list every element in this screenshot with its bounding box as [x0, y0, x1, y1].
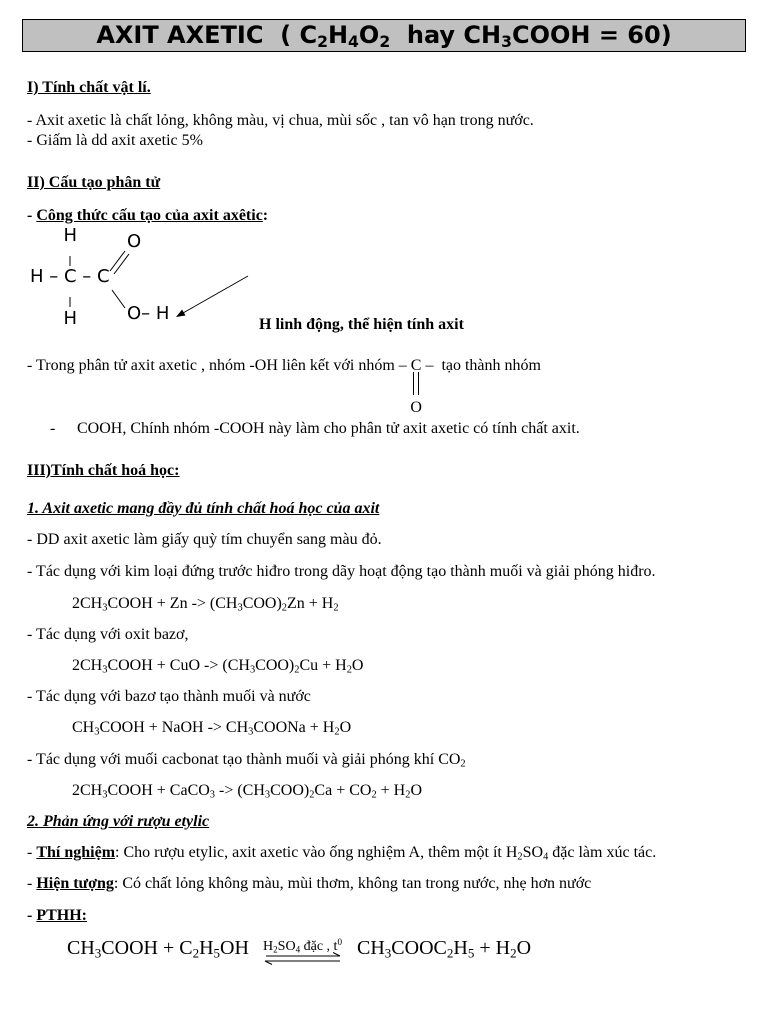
- subscript: 4: [348, 32, 359, 51]
- subscript: 3: [248, 726, 254, 738]
- oxide-reaction-text: - Tác dụng với oxit bazơ,: [27, 626, 189, 643]
- page-title: [96, 21, 671, 49]
- text-run: O: [410, 782, 422, 799]
- text-run: Cu + H: [299, 657, 347, 674]
- subscript: 2: [333, 602, 339, 614]
- sentence-end: – tạo thành nhóm: [421, 357, 541, 374]
- subscript: 3: [94, 726, 100, 738]
- text-run: COONa + H: [253, 719, 335, 736]
- subscript: 2: [405, 789, 411, 801]
- text-run: COOH + NaOH -> CH: [99, 719, 249, 736]
- double-bond-icon: [413, 372, 419, 395]
- carbonate-reaction-text: [27, 750, 466, 770]
- text-run: COO): [242, 595, 282, 612]
- bullet-dash: -: [27, 207, 37, 224]
- text-run: SO: [522, 844, 544, 861]
- subheading-esterification: 2. Phản ứng với rượu etylic: [27, 813, 210, 830]
- carbon-chain: H – C – C: [30, 266, 110, 287]
- text-run: COO): [270, 782, 310, 799]
- forward-arrow-barb: [333, 953, 340, 957]
- bullet-dash: -: [27, 907, 37, 924]
- text-run: H: [263, 939, 274, 954]
- subscript: 4: [543, 851, 549, 863]
- experiment-text: [115, 844, 656, 861]
- equation-label: PTHH:: [36, 907, 87, 924]
- subscript: 3: [249, 664, 256, 676]
- text-run: COOC: [391, 937, 447, 959]
- subscript: 3: [102, 664, 108, 676]
- litmus-line: - DD axit axetic làm giấy quỳ tím chuyển sang màu đỏ.: [27, 531, 382, 548]
- subscript: 2: [334, 726, 340, 738]
- subscript: 5: [213, 945, 221, 961]
- text-run: H: [327, 21, 349, 49]
- subscript: 2: [294, 664, 300, 676]
- carbonyl-carbon: [410, 356, 422, 416]
- subscript: 4: [295, 944, 301, 955]
- subheading-acid-properties: 1. Axit axetic mang đầy đủ tính chất hoá học của axit: [27, 500, 380, 517]
- subscript: 2: [517, 851, 523, 863]
- subscript: 2: [446, 945, 454, 961]
- text-run: + H: [376, 782, 406, 799]
- subscript: 3: [209, 789, 215, 801]
- bullet-dash: -: [27, 875, 37, 892]
- observation-label: Hiện tượng: [36, 875, 114, 892]
- text-run: O: [339, 719, 352, 736]
- superscript: 0: [337, 937, 342, 947]
- metal-reaction-equation: [72, 594, 339, 614]
- bond-lines: [20, 220, 260, 330]
- text-run: -> (CH: [215, 782, 265, 799]
- text-run: O: [358, 21, 380, 49]
- text-run: CH: [67, 937, 95, 959]
- text-run: H: [199, 937, 214, 959]
- text-run: O: [516, 937, 532, 959]
- subscript: 2: [309, 789, 315, 801]
- subscript: 2: [460, 758, 466, 770]
- text-run: COOH + CaCO: [107, 782, 210, 799]
- physical-property-line: - Axit axetic là chất lỏng, không màu, vị chua, mùi sốc , tan vô hạn trong nước.: [27, 112, 534, 129]
- atom-hydrogen-bottom: H: [63, 308, 78, 329]
- subscript: 3: [102, 602, 108, 614]
- text-run: CH: [72, 719, 95, 736]
- text-run: COOH + C: [101, 937, 193, 959]
- text-run: hay CH: [390, 21, 502, 49]
- title-box: [22, 19, 746, 52]
- text-run: Zn + H: [287, 595, 334, 612]
- carbonate-reaction-equation: [72, 781, 422, 801]
- hydroxyl-group: O– H: [127, 303, 170, 324]
- subscript: 2: [346, 664, 352, 676]
- text-run: H: [453, 937, 468, 959]
- text-run: đặc làm xúc tác.: [548, 844, 657, 861]
- experiment-label: Thí nghiệm: [36, 844, 116, 861]
- pointer-arrow-line: [183, 276, 248, 313]
- observation-text: : Có chất lỏng không màu, mùi thơm, không tan trong nước, nhẹ hơn nước: [113, 875, 592, 892]
- subscript: 3: [264, 789, 271, 801]
- sentence-start: - Trong phân tử axit axetic , nhóm -OH liên kết với nhóm –: [27, 357, 411, 374]
- single-bond-c-o: [112, 290, 125, 308]
- subscript: 3: [384, 945, 392, 961]
- text-run: COOH + Zn -> (CH: [107, 595, 238, 612]
- text-run: + H: [474, 937, 511, 959]
- subscript: 2: [281, 602, 287, 614]
- reversible-arrow-icon: [258, 948, 348, 968]
- carbonyl-drawing: [409, 372, 423, 418]
- text-run: 2CH: [72, 595, 103, 612]
- text-run: 2CH: [72, 657, 103, 674]
- subscript: 3: [102, 789, 108, 801]
- text-run: CH: [357, 937, 385, 959]
- text-run: đặc , t: [300, 939, 338, 954]
- text-run: - Tác dụng với muối cacbonat tạo thành muối và giải phóng khí CO: [27, 751, 461, 768]
- reverse-arrow-barb: [265, 961, 272, 965]
- double-bond-line: [114, 254, 129, 274]
- subscript: 3: [501, 32, 512, 51]
- subscript: 5: [467, 945, 475, 961]
- subscript: 3: [94, 945, 102, 961]
- bullet-dash: -: [27, 844, 37, 861]
- structural-formula-title: Công thức cấu tạo của axit axêtic: [36, 207, 263, 224]
- atom-oxygen-carbonyl: O: [127, 231, 142, 252]
- subscript: 2: [273, 944, 278, 955]
- subscript: 2: [371, 789, 377, 801]
- atom-hydrogen-top: H: [63, 225, 78, 246]
- double-bond-line: [110, 251, 125, 271]
- metal-reaction-text: - Tác dụng với kim loại đứng trước hiđro trong dãy hoạt động tạo thành muối và giải phóng hiđro.: [27, 563, 656, 580]
- label-colon: :: [262, 207, 269, 224]
- section-heading-structure: II) Cấu tạo phân tử: [27, 174, 161, 191]
- subscript: 2: [510, 945, 517, 961]
- text-run: AXIT AXETIC ( C: [96, 21, 318, 49]
- carboxyl-group-sentence: [27, 356, 541, 416]
- esterification-products: [357, 936, 531, 960]
- experiment-line: [27, 843, 656, 863]
- subscript: 3: [237, 602, 243, 614]
- physical-property-line: - Giấm là dd axit axetic 5%: [27, 132, 203, 149]
- group-oxygen: O: [410, 399, 422, 416]
- subscript: 2: [379, 32, 391, 51]
- acidic-hydrogen-annotation: H linh động, thể hiện tính axit: [259, 316, 464, 333]
- oxide-reaction-equation: [72, 656, 363, 676]
- text-run: O: [351, 657, 364, 674]
- pointer-arrowhead: [176, 310, 186, 318]
- structural-formula-diagram: [20, 220, 260, 330]
- text-run: Ca + CO: [314, 782, 372, 799]
- base-reaction-text: - Tác dụng với bazơ tạo thành muối và nước: [27, 688, 311, 705]
- group-carbon: C: [410, 357, 422, 374]
- text-run: : Cho rượu etylic, axit axetic vào ống nghiệm A, thêm một ít H: [115, 844, 518, 861]
- cooh-group-sentence: COOH, Chính nhóm -COOH này làm cho phân tử axit axetic có tính chất axit.: [77, 420, 580, 437]
- text-run: 2CH: [72, 782, 103, 799]
- esterification-reactants: [67, 936, 249, 960]
- base-reaction-equation: [72, 718, 351, 738]
- text-run: OH: [220, 937, 249, 959]
- section-heading-chemical: III)Tính chất hoá học:: [27, 462, 180, 479]
- subscript: 2: [317, 32, 328, 51]
- bullet-dash: -: [50, 420, 56, 437]
- text-run: COO): [255, 657, 295, 674]
- observation-line: [27, 874, 591, 894]
- text-run: COOH = 60): [511, 21, 672, 49]
- text-run: COOH + CuO -> (CH: [107, 657, 250, 674]
- equation-label-line: [27, 906, 87, 926]
- subscript: 2: [192, 945, 200, 961]
- section-heading-physical: I) Tính chất vật lí.: [27, 79, 151, 96]
- text-run: SO: [277, 939, 296, 954]
